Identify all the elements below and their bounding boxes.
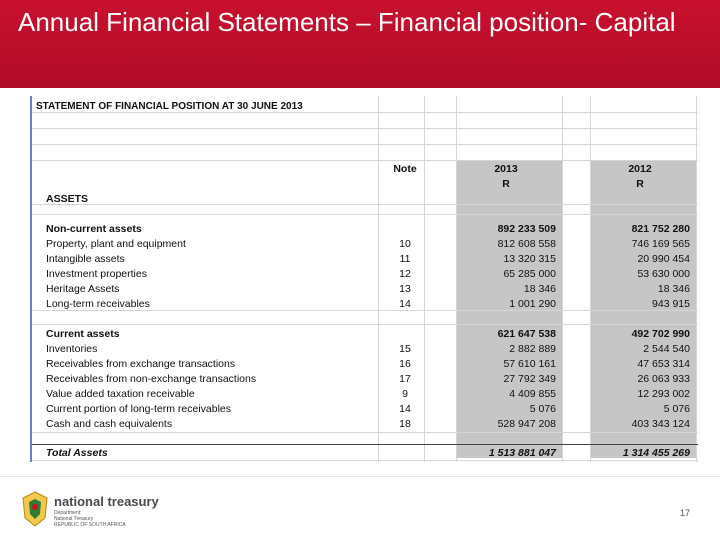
row-label: Intangible assets [46,253,125,265]
row-label: Non-current assets [46,223,142,235]
row-note: 13 [399,283,411,295]
row-label: Long-term receivables [46,298,150,310]
grid-vline [424,96,425,462]
row-label: Current portion of long-term receivables [46,403,232,415]
row-label: Investment properties [46,268,147,280]
grid-hline [32,460,698,461]
grid-vline [696,96,697,462]
slide-title: Annual Financial Statements – Financial position- Capital [18,7,676,37]
row-note: 16 [399,358,411,370]
row-value-2013: 5 076 [529,403,556,415]
brand-treasury: National Treasury [54,516,94,522]
total-label: Total Assets [46,447,108,459]
row-note: 11 [399,253,411,265]
row-value-2013: 4 409 855 [509,388,556,400]
row-value-2013: 18 346 [523,283,556,295]
row-label: Value added taxation receivable [46,388,195,400]
row-value-2012: 12 293 002 [637,388,690,400]
row-note: 14 [399,298,411,310]
row-value-2013: 2 882 889 [509,343,556,355]
row-note: 18 [399,418,411,430]
row-note: 14 [399,403,411,415]
row-label: Heritage Assets [46,283,120,295]
row-value-2012: 20 990 454 [637,253,690,265]
row-note: 17 [399,373,411,385]
row-value-2012: 492 702 990 [631,328,690,340]
brand-department: Department: [54,510,82,516]
slide-header [0,0,720,88]
total-value-2012: 1 314 455 269 [622,447,690,459]
row-value-2013: 621 647 538 [497,328,556,340]
coat-of-arms-icon [20,490,50,528]
grid-vline [562,96,563,462]
row-label: Property, plant and equipment [46,238,186,250]
statement-title: STATEMENT OF FINANCIAL POSITION AT 30 JUNE 2013 [36,101,303,112]
row-note: 9 [402,388,408,400]
grid-hline [32,432,698,433]
row-value-2013: 13 320 315 [503,253,556,265]
year-2013-header: 2013 [494,163,518,175]
row-label: Receivables from exchange transactions [46,358,236,370]
row-note: 10 [399,238,411,250]
grid-hline [32,144,698,145]
row-value-2012: 821 752 280 [631,223,690,235]
row-value-2012: 18 346 [657,283,690,295]
row-note: 12 [399,268,411,280]
row-value-2013: 65 285 000 [503,268,556,280]
row-value-2012: 47 653 314 [637,358,690,370]
row-value-2013: 528 947 208 [497,418,556,430]
row-value-2013: 27 792 349 [503,373,556,385]
row-value-2012: 53 630 000 [637,268,690,280]
page-number: 17 [679,508,690,518]
row-value-2012: 2 544 540 [643,343,690,355]
grid-hline [32,204,698,205]
row-value-2013: 57 610 161 [503,358,556,370]
currency-2013-header: R [502,178,510,190]
row-value-2012: 403 343 124 [631,418,690,430]
row-value-2012: 5 076 [663,403,690,415]
row-note: 15 [399,343,411,355]
year-2012-header: 2012 [628,163,652,175]
row-value-2012: 943 915 [652,298,690,310]
total-rule [32,444,698,445]
brand-name: national treasury [54,494,159,509]
total-value-2013: 1 513 881 047 [488,447,556,459]
row-label: Cash and cash equivalents [46,418,173,430]
grid-vline [378,96,379,462]
grid-hline [32,214,698,215]
financial-statement-table [30,96,698,462]
brand-country: REPUBLIC OF SOUTH AFRICA [54,522,126,528]
row-label: Receivables from non-exchange transactions [46,373,257,385]
row-label: Current assets [46,328,120,340]
row-value-2013: 1 001 290 [509,298,556,310]
footer-divider [0,476,720,477]
row-label: Inventories [46,343,98,355]
row-value-2013: 812 608 558 [497,238,556,250]
section-heading-assets: ASSETS [46,193,89,205]
note-column-header: Note [393,163,417,175]
row-value-2012: 746 169 565 [631,238,690,250]
currency-2012-header: R [636,178,644,190]
row-value-2013: 892 233 509 [497,223,556,235]
grid-hline [32,160,698,161]
row-value-2012: 26 063 933 [637,373,690,385]
grid-hline [32,128,698,129]
grid-hline [32,324,698,325]
